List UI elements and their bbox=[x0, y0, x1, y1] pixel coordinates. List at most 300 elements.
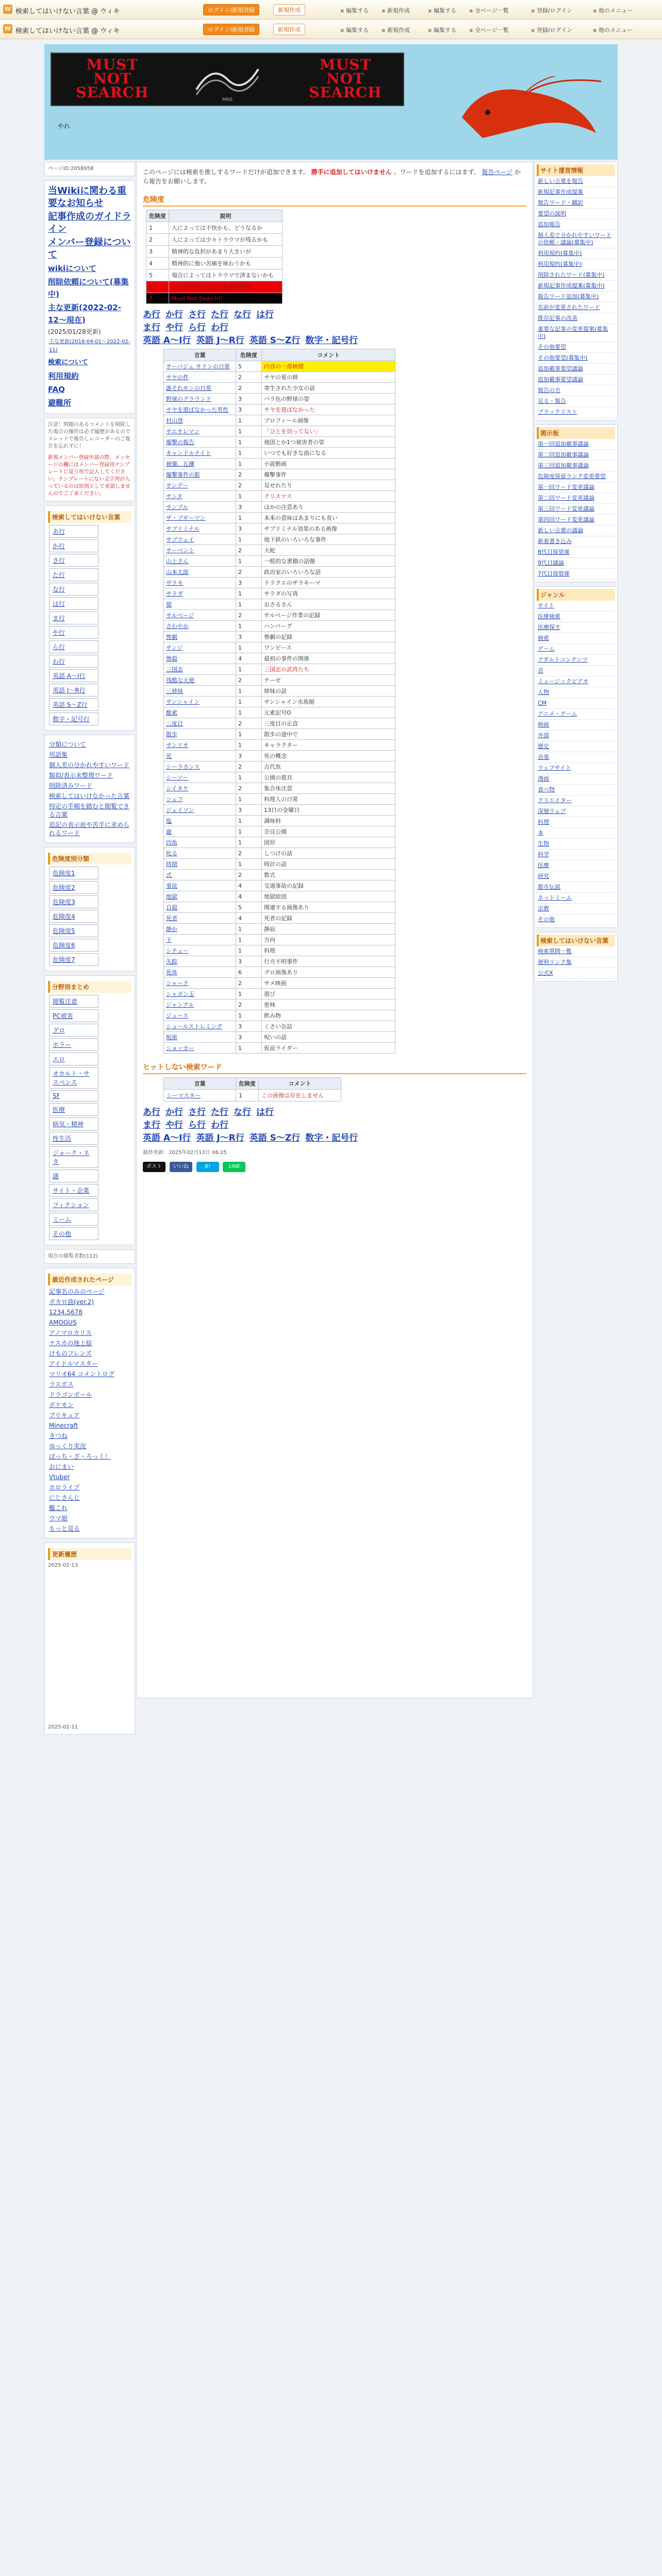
kana-link[interactable]: あ行 bbox=[143, 310, 160, 320]
word-link[interactable]: 惨殺 bbox=[166, 655, 177, 662]
genre-item[interactable]: 性生活 bbox=[49, 1132, 98, 1145]
right-genre-link[interactable]: CM bbox=[537, 698, 615, 709]
genre-item[interactable]: オカルト・サスペンス bbox=[49, 1067, 98, 1089]
site-banner[interactable] bbox=[44, 44, 618, 160]
new-page-link-2[interactable]: ▪ 新規作成 bbox=[382, 26, 410, 34]
board-link[interactable]: 8代目議論 bbox=[537, 558, 615, 569]
word-link[interactable]: 死者 bbox=[166, 915, 177, 922]
kana-link[interactable]: は行 bbox=[256, 310, 274, 320]
right-genre-link[interactable]: 都市伝説 bbox=[537, 882, 615, 893]
right-genre-link[interactable]: 医療検索 bbox=[537, 612, 615, 622]
right-genre-link[interactable]: 音楽 bbox=[537, 752, 615, 763]
word-link[interactable]: サーバジェ サドンの日常 bbox=[166, 363, 230, 370]
x-share-button[interactable]: ポスト bbox=[143, 1162, 166, 1172]
search-tool-link[interactable]: 便利リンク集 bbox=[537, 957, 615, 968]
word-link[interactable]: サンリオ bbox=[166, 742, 189, 749]
search-tool-link[interactable]: 検索質問一覧 bbox=[537, 946, 615, 957]
board-link[interactable]: 7代目保管庫 bbox=[537, 569, 615, 580]
recent-page-link[interactable]: にじさんじ bbox=[49, 1494, 80, 1501]
kana-nav-item[interactable]: な行 bbox=[49, 583, 98, 596]
misc-nav bbox=[44, 735, 135, 843]
site-title[interactable]: 検索してはいけない言葉 @ ウィキ bbox=[15, 8, 120, 15]
recent-page-link[interactable]: アノマロカリス bbox=[49, 1329, 92, 1336]
level-cell: 1 bbox=[236, 816, 262, 826]
recent-page-link[interactable]: 記事名のみのページ bbox=[49, 1288, 105, 1295]
login-button-2[interactable]: ログイン/新規登録 bbox=[203, 24, 259, 35]
site-info-link[interactable]: ブラックリスト bbox=[537, 407, 615, 418]
register-link[interactable]: ▪ 登録/ログイン bbox=[531, 6, 572, 14]
word-link[interactable]: 地獄 bbox=[166, 893, 177, 900]
recent-page-link[interactable]: おにまい bbox=[49, 1463, 74, 1470]
search-about-link[interactable]: 検索について bbox=[48, 359, 88, 366]
word-link[interactable]: サラダ bbox=[166, 590, 183, 597]
word-link[interactable]: 三国志 bbox=[166, 666, 183, 673]
kana-nav-item[interactable]: ま行 bbox=[49, 612, 98, 624]
kana-link[interactable]: か行 bbox=[166, 1107, 183, 1117]
table-row bbox=[164, 383, 395, 394]
word-link[interactable]: 三姉妹 bbox=[166, 688, 183, 694]
table-row bbox=[164, 913, 395, 924]
register-link-2[interactable]: ▪ 登録/ログイン bbox=[531, 26, 572, 34]
recent-page-link[interactable]: きつね bbox=[49, 1432, 68, 1439]
recent-page-link[interactable]: ぼっち・ざ・ろっく！ bbox=[49, 1453, 111, 1460]
wiki-logo-icon[interactable]: W bbox=[3, 5, 12, 14]
word-link[interactable]: サンシャイン bbox=[166, 699, 200, 705]
shelter-link[interactable]: 避難所 bbox=[48, 398, 72, 408]
right-genre-link[interactable]: 科学 bbox=[537, 850, 615, 860]
recent-page-link[interactable]: アイドルマスター bbox=[49, 1360, 98, 1367]
right-genre-link[interactable]: 映画 bbox=[537, 720, 615, 731]
table-row bbox=[164, 729, 395, 740]
sticky-top-bar bbox=[0, 20, 662, 39]
kana-link[interactable]: わ行 bbox=[211, 1120, 228, 1130]
genre-item[interactable]: グロ bbox=[49, 1024, 98, 1037]
recent-page-link[interactable]: ナスカの地上絵 bbox=[49, 1340, 92, 1347]
faq-link[interactable]: FAQ bbox=[48, 385, 65, 394]
board-link[interactable]: 新着書き込み bbox=[537, 536, 615, 547]
kana-nav-item[interactable]: は行 bbox=[49, 597, 98, 610]
site-title-2[interactable]: 検索してはいけない言葉 @ ウィキ bbox=[15, 27, 120, 35]
genre-item[interactable]: 医療 bbox=[49, 1103, 98, 1116]
kana-link[interactable]: な行 bbox=[234, 1107, 251, 1117]
word-link[interactable]: 死体 bbox=[166, 969, 177, 976]
word-link[interactable]: 被爆、瓦礫 bbox=[166, 461, 194, 467]
board-link[interactable]: 第三回追加載事議論 bbox=[537, 461, 615, 471]
kana-link[interactable]: 英語 S～Z行 bbox=[249, 335, 301, 346]
kana-nav-item[interactable]: さ行 bbox=[49, 554, 98, 567]
more-link[interactable]: もっと見る bbox=[49, 1525, 80, 1532]
recent-page-link[interactable]: 艦これ bbox=[49, 1504, 68, 1512]
genre-item[interactable]: SF bbox=[49, 1090, 98, 1101]
word-link[interactable]: シェフ bbox=[166, 796, 183, 803]
table-row bbox=[164, 1010, 395, 1021]
sidebar-nav-link[interactable]: 用語集 bbox=[49, 751, 68, 758]
word-link[interactable]: シーソー bbox=[166, 774, 189, 781]
recent-page-link[interactable]: ドラゴンボール bbox=[49, 1391, 92, 1398]
sidebar-nav-link[interactable]: 削除済みワード bbox=[49, 782, 93, 789]
kana-link[interactable]: 英語 J～R行 bbox=[196, 335, 244, 346]
line-button[interactable]: LINE bbox=[223, 1162, 245, 1172]
right-genre-link[interactable]: 歴史 bbox=[537, 741, 615, 752]
kana-link[interactable]: 英語 S～Z行 bbox=[249, 1133, 301, 1143]
site-info-link[interactable]: 報告ワード・翻訳 bbox=[537, 198, 615, 209]
right-genre-link[interactable]: ウェブサイト bbox=[537, 763, 615, 774]
right-genre-link[interactable]: 検索 bbox=[537, 633, 615, 644]
kana-link[interactable]: わ行 bbox=[211, 323, 228, 333]
word-link[interactable]: 爆撃事件の影 bbox=[166, 471, 200, 478]
wiki-logo-icon-2[interactable]: W bbox=[3, 24, 12, 33]
board-link[interactable]: 第一回ワード変更議論 bbox=[537, 482, 615, 493]
sidebar-nav-link[interactable]: 類似/表示未整理ワード bbox=[49, 772, 113, 779]
main-content bbox=[136, 162, 533, 1698]
site-info-link[interactable]: 報告の方 bbox=[537, 385, 615, 396]
word-link[interactable]: 猿 bbox=[166, 601, 172, 608]
word-link[interactable]: ジュース bbox=[166, 1012, 189, 1019]
word-link[interactable]: サブウェイ bbox=[166, 536, 194, 543]
word-link[interactable]: サヤの件 bbox=[166, 374, 189, 381]
genre-item[interactable]: サイト・企業 bbox=[49, 1184, 98, 1197]
right-genre-link[interactable]: 医療 bbox=[537, 860, 615, 871]
level-cell: 5 bbox=[236, 902, 262, 913]
word-link[interactable]: シイタケ bbox=[166, 785, 189, 792]
word-link[interactable]: 叱る bbox=[166, 850, 177, 857]
kana-link[interactable]: や行 bbox=[166, 323, 183, 333]
word-link[interactable]: ジェイソン bbox=[166, 807, 194, 814]
recent-page-link[interactable]: Vtuber bbox=[49, 1473, 70, 1481]
right-genre-link[interactable]: 人物 bbox=[537, 687, 615, 698]
genre-item[interactable]: PC被害 bbox=[49, 1009, 98, 1022]
board-link[interactable]: 第四回ワード変更議論 bbox=[537, 515, 615, 526]
recent-heading: 最近作成されたページ bbox=[48, 1274, 131, 1285]
word-link[interactable]: 散歩 bbox=[166, 731, 177, 738]
word-link[interactable]: ザラキ bbox=[166, 580, 183, 586]
kana-nav-item[interactable]: 数字・記号行 bbox=[49, 713, 98, 725]
edit-link-3[interactable]: ▪ 編集する bbox=[340, 26, 369, 34]
level-cell: 1 bbox=[236, 556, 262, 567]
kana-link[interactable]: な行 bbox=[234, 310, 251, 320]
shrimp-illustration-icon bbox=[452, 76, 606, 154]
word-link[interactable]: サルベージ bbox=[166, 612, 194, 619]
site-info-link[interactable]: 要望の説明 bbox=[537, 209, 615, 219]
site-info-link[interactable]: 報告ワード追加(募集中) bbox=[537, 292, 615, 302]
kana-nav-item[interactable]: わ行 bbox=[49, 655, 98, 668]
word-link[interactable]: 誰それモンの日常 bbox=[166, 385, 211, 392]
board-link[interactable]: 第一回追加載事議論 bbox=[537, 439, 615, 450]
word-link[interactable]: 残酷な天使 bbox=[166, 677, 194, 684]
recent-page-link[interactable]: けものフレンズ bbox=[49, 1350, 92, 1357]
kana-link[interactable]: は行 bbox=[256, 1107, 274, 1117]
word-link[interactable]: 山本太郎 bbox=[166, 569, 189, 575]
category-item[interactable]: 危険度1 bbox=[49, 867, 98, 879]
site-info-link[interactable]: 重要な記事の変更提案(募集中) bbox=[537, 324, 615, 342]
kana-link[interactable]: た行 bbox=[211, 1107, 228, 1117]
recent-page-link[interactable]: ボカロ曲(ver.2) bbox=[49, 1298, 94, 1306]
word-link[interactable]: 式 bbox=[166, 872, 172, 878]
guideline-link[interactable]: 記事作成のガイドライン bbox=[48, 211, 131, 234]
board-link[interactable]: 第二回ワード変更議論 bbox=[537, 493, 615, 504]
kana-nav-item[interactable]: や行 bbox=[49, 626, 98, 639]
report-page-link[interactable]: 報告ページ bbox=[482, 168, 513, 176]
word-cell bbox=[164, 902, 236, 913]
word-link[interactable]: 死 bbox=[166, 753, 172, 759]
level-cell: 2 bbox=[236, 610, 262, 621]
word-link[interactable]: さわやか bbox=[166, 623, 189, 630]
category-item[interactable]: 危険度4 bbox=[49, 910, 98, 923]
word-link[interactable]: 下 bbox=[166, 937, 172, 943]
genre-item[interactable]: エロ bbox=[49, 1053, 98, 1065]
kana-link[interactable]: ま行 bbox=[143, 1120, 160, 1130]
recent-page-link[interactable]: ゆっくり実況 bbox=[49, 1443, 86, 1450]
old-update-link[interactable]: 主な更新(2018-04-01～2022-02-11) bbox=[49, 339, 130, 353]
table-row bbox=[164, 459, 395, 469]
all-pages-link-2[interactable]: ▪ 全ページ一覧 bbox=[469, 26, 509, 34]
right-genre-link[interactable]: 医療探す bbox=[537, 622, 615, 633]
right-genre-link[interactable]: 漫画 bbox=[537, 774, 615, 785]
kana-nav-item[interactable]: あ行 bbox=[49, 525, 98, 538]
word-link[interactable]: 時間 bbox=[166, 861, 177, 868]
word-link[interactable]: 三度目 bbox=[166, 720, 183, 727]
word-link[interactable]: サンプル bbox=[166, 504, 189, 511]
word-cell bbox=[164, 459, 236, 469]
missing-word[interactable]: シーマスター bbox=[167, 1092, 201, 1099]
recent-page-link[interactable]: ポケモン bbox=[49, 1401, 74, 1409]
board-link[interactable]: 新しい言葉の議論 bbox=[537, 526, 615, 536]
genre-item[interactable]: 病気・精神 bbox=[49, 1117, 98, 1130]
kana-link[interactable]: さ行 bbox=[188, 1107, 206, 1117]
edit-link-4[interactable]: ▪ 編集する bbox=[428, 26, 456, 34]
comment-cell: 公園の遊具 bbox=[262, 772, 395, 783]
right-genre-link[interactable]: 外部 bbox=[537, 731, 615, 741]
category-item[interactable]: 危険度3 bbox=[49, 895, 98, 908]
word-link[interactable]: 野球のグラウンド bbox=[166, 396, 211, 402]
right-genre-link[interactable]: 生物 bbox=[537, 839, 615, 850]
other-menu-link-2[interactable]: ▪ 他のメニュー bbox=[593, 26, 633, 34]
category-item[interactable]: 危険度2 bbox=[49, 881, 98, 894]
edit-link[interactable]: ▪ 編集する bbox=[340, 6, 369, 14]
intro-text-2: 。ワードを追加するにはまず、 bbox=[393, 168, 480, 176]
right-genre-link[interactable]: アダルトコンテンツ bbox=[537, 655, 615, 666]
hatena-button[interactable]: B! bbox=[196, 1162, 219, 1172]
kana-nav bbox=[44, 505, 135, 731]
kana-link[interactable]: ら行 bbox=[188, 323, 206, 333]
word-cell bbox=[164, 437, 236, 448]
site-info-link[interactable]: 追加載事要望議論 bbox=[537, 364, 615, 375]
kana-link[interactable]: 英語 J～R行 bbox=[196, 1133, 244, 1143]
table-row bbox=[164, 567, 395, 578]
word-link[interactable]: 塩 bbox=[166, 818, 172, 824]
sidebar-nav-link[interactable]: 追記の表示前や苦手に求められるワード bbox=[49, 821, 130, 837]
word-link[interactable]: シャボン玉 bbox=[166, 991, 194, 997]
sidebar-nav-link[interactable]: 特定の手順を踏むと閲覧できる言葉 bbox=[49, 803, 130, 818]
kana-nav-item[interactable]: 英語 J～R行 bbox=[49, 684, 98, 697]
recent-page-link[interactable]: プリキュア bbox=[49, 1412, 80, 1419]
recent-page-link[interactable]: マリオ64 コメントログ bbox=[49, 1370, 114, 1378]
genre-item[interactable]: ジョーク・ネタ bbox=[49, 1146, 98, 1168]
kana-nav-item[interactable]: 英語 S～Z行 bbox=[49, 698, 98, 711]
site-info-link[interactable]: その他要望(募集中) bbox=[537, 353, 615, 364]
kana-link[interactable]: 英語 A～I行 bbox=[143, 335, 191, 346]
right-genre-link[interactable]: 食べ物 bbox=[537, 785, 615, 795]
word-link[interactable]: ザ・ブギーマン bbox=[166, 515, 206, 521]
search-tool-link[interactable]: 公式X bbox=[537, 968, 615, 979]
kana-link[interactable]: た行 bbox=[211, 310, 228, 320]
word-link[interactable]: 事故 bbox=[166, 883, 177, 889]
kana-link[interactable]: 数字・記号行 bbox=[305, 1133, 358, 1143]
word-link[interactable]: 呪術 bbox=[166, 1034, 177, 1041]
site-info-link[interactable]: 追加報告 bbox=[537, 219, 615, 230]
word-link[interactable]: 山上さん bbox=[166, 558, 189, 565]
about-wiki-link[interactable]: wikiについて bbox=[48, 264, 96, 273]
site-info-link[interactable]: 利用規約(募集中) bbox=[537, 248, 615, 259]
word-cell bbox=[164, 383, 236, 394]
kana-nav-item[interactable]: か行 bbox=[49, 539, 98, 552]
recent-page-link[interactable]: ホロライブ bbox=[49, 1484, 80, 1491]
member-link[interactable]: メンバー登録について bbox=[48, 237, 131, 260]
word-link[interactable]: サーペント bbox=[166, 547, 194, 554]
level-cell: 2 bbox=[236, 718, 262, 729]
recent-page-link[interactable]: ラスボス bbox=[49, 1381, 74, 1388]
danger-description: Must Not Search!! bbox=[169, 293, 283, 304]
word-link[interactable]: シャーク bbox=[166, 980, 189, 987]
site-info-link[interactable]: 新規記事作成提案(募集中) bbox=[537, 281, 615, 292]
level-cell: 2 bbox=[236, 848, 262, 859]
sidebar-nav-link[interactable]: 検索してはいけなかった言葉 bbox=[49, 792, 130, 800]
site-info-link[interactable]: 追加載事要望議論 bbox=[537, 375, 615, 385]
kana-link[interactable]: か行 bbox=[166, 310, 183, 320]
board-link[interactable]: 第三回ワード変更議論 bbox=[537, 504, 615, 515]
word-link[interactable]: 惨劇 bbox=[166, 634, 177, 640]
word-link[interactable]: サブリミナル bbox=[166, 526, 200, 532]
notice-link[interactable]: 当Wikiに関わる重要なお知らせ bbox=[48, 185, 127, 209]
word-link[interactable]: サンジ bbox=[166, 645, 183, 651]
kana-link[interactable]: 英語 A～I行 bbox=[143, 1133, 191, 1143]
word-link[interactable]: サンタ bbox=[166, 493, 183, 500]
category-item[interactable]: 危険度5 bbox=[49, 924, 98, 937]
right-genre-link[interactable]: サイト bbox=[537, 601, 615, 612]
level-cell: 3 bbox=[236, 578, 262, 588]
right-genre-link[interactable]: 料理 bbox=[537, 817, 615, 828]
word-link[interactable]: 酸素 bbox=[166, 709, 177, 716]
right-genre-link[interactable]: ネットミーム bbox=[537, 893, 615, 904]
kana-link[interactable]: ら行 bbox=[188, 1120, 206, 1130]
board-link[interactable]: 第二回追加載事議論 bbox=[537, 450, 615, 461]
word-link[interactable]: 爆撃の報告 bbox=[166, 439, 194, 446]
kana-link[interactable]: ま行 bbox=[143, 323, 160, 333]
word-link[interactable]: 自殺 bbox=[166, 904, 177, 911]
new-page-link[interactable]: ▪ 新規作成 bbox=[382, 6, 410, 14]
table-row bbox=[164, 880, 395, 891]
word-link[interactable]: ショッカー bbox=[166, 1045, 194, 1052]
genre-item[interactable]: 謎 bbox=[49, 1170, 98, 1182]
word-cell bbox=[164, 740, 236, 751]
right-genre-link[interactable]: ミュージックビデオ bbox=[537, 676, 615, 687]
sidebar-nav-link[interactable]: 分類について bbox=[49, 741, 86, 748]
site-info-link[interactable]: その他要望 bbox=[537, 342, 615, 353]
genre-item[interactable]: ミーム bbox=[49, 1213, 98, 1226]
update-history-link[interactable]: 主な更新(2022-02-12～現在) bbox=[48, 303, 121, 325]
word-link[interactable]: 村山登 bbox=[166, 417, 183, 424]
recent-page-link[interactable]: AMOGUS bbox=[49, 1319, 77, 1326]
word-link[interactable]: 四角 bbox=[166, 839, 177, 846]
sidebar-nav-link[interactable]: 個人差の分かれやすいワード bbox=[49, 761, 130, 769]
create-button-2[interactable]: 新規作成 bbox=[273, 24, 305, 35]
right-genre-link[interactable]: 宗教 bbox=[537, 904, 615, 914]
kana-nav-item[interactable]: 英語 A～I行 bbox=[49, 669, 98, 682]
site-info-link[interactable]: 新しい言葉を報告 bbox=[537, 176, 615, 187]
word-link[interactable]: 静か bbox=[166, 926, 177, 933]
right-genre-link[interactable]: 本 bbox=[537, 828, 615, 839]
kana-link[interactable]: さ行 bbox=[188, 310, 206, 320]
site-info-link[interactable]: 既存記事の改善 bbox=[537, 313, 615, 324]
board-link[interactable]: 危険度保留ランク変更要望 bbox=[537, 471, 615, 482]
all-pages-link[interactable]: ▪ 全ページ一覧 bbox=[469, 6, 509, 14]
level-cell: 4 bbox=[236, 653, 262, 664]
genre-item[interactable]: フィクション bbox=[49, 1198, 98, 1211]
word-link[interactable]: キャンドルナイト bbox=[166, 450, 211, 456]
category-item[interactable]: 危険度6 bbox=[49, 939, 98, 952]
word-link[interactable]: 鹿 bbox=[166, 828, 172, 835]
site-info-link[interactable]: 新規記事作成提案 bbox=[537, 187, 615, 198]
genre-item[interactable]: 閲覧注意 bbox=[49, 995, 98, 1008]
right-genre-link[interactable]: ゲーム bbox=[537, 644, 615, 655]
kana-link[interactable]: や行 bbox=[166, 1120, 183, 1130]
other-menu-link[interactable]: ▪ 他のメニュー bbox=[593, 6, 633, 14]
site-info-link[interactable]: 名前が変更されたワード bbox=[537, 302, 615, 313]
right-genre-link[interactable]: 音 bbox=[537, 666, 615, 676]
comment-cell: 方向 bbox=[262, 935, 395, 945]
kana-link[interactable]: あ行 bbox=[143, 1107, 160, 1117]
right-genre-link[interactable]: アニメ・ゲーム bbox=[537, 709, 615, 720]
recent-page-link[interactable]: Minecraft bbox=[49, 1422, 78, 1429]
word-link[interactable]: シュールストレミング bbox=[166, 1023, 223, 1030]
word-link[interactable]: サヤを遊ばなかった男性 bbox=[166, 406, 228, 413]
genre-item[interactable]: その他 bbox=[49, 1227, 98, 1240]
table-row bbox=[164, 794, 395, 805]
site-info-link[interactable]: 利用規約(募集中) bbox=[537, 259, 615, 270]
right-genre-link[interactable]: 研究 bbox=[537, 871, 615, 882]
recent-page-link[interactable]: 1234.5678 bbox=[49, 1309, 82, 1316]
site-info-link[interactable]: 個人差で分かれやすいワードの依頼・議論(募集中) bbox=[537, 230, 615, 248]
terms-link[interactable]: 利用規約 bbox=[48, 371, 79, 381]
word-link[interactable]: サエサレマン bbox=[166, 428, 200, 435]
right-genre-link[interactable]: その他 bbox=[537, 914, 615, 925]
word-link[interactable]: ジャングル bbox=[166, 1002, 194, 1008]
category-item[interactable]: 危険度7 bbox=[49, 953, 98, 966]
kana-nav-item[interactable]: た行 bbox=[49, 568, 98, 581]
right-genre-link[interactable]: クリエイター bbox=[537, 795, 615, 806]
word-link[interactable]: シチュー bbox=[166, 947, 189, 954]
kana-link[interactable]: 数字・記号行 bbox=[305, 335, 358, 346]
table-row bbox=[164, 783, 395, 794]
kana-nav-item[interactable]: ら行 bbox=[49, 640, 98, 653]
deletion-request-link[interactable]: 削除依頼について(募集中) bbox=[48, 277, 129, 299]
board-link[interactable]: 8代目保管庫 bbox=[537, 547, 615, 558]
edit-link-2[interactable]: ▪ 編集する bbox=[428, 6, 456, 14]
table-row bbox=[164, 545, 395, 556]
login-button[interactable]: ログイン/新規登録 bbox=[203, 4, 259, 15]
word-link[interactable]: サンデー bbox=[166, 482, 189, 489]
word-link[interactable]: シーラカンス bbox=[166, 764, 200, 770]
site-info-link[interactable]: 削除されたワード(募集中) bbox=[537, 270, 615, 281]
recent-page-link[interactable]: ウマ娘 bbox=[49, 1515, 68, 1522]
level-cell: 1 bbox=[236, 415, 262, 426]
genre-item[interactable]: ホラー bbox=[49, 1038, 98, 1051]
create-button[interactable]: 新規作成 bbox=[273, 4, 305, 15]
word-link[interactable]: 失踪 bbox=[166, 958, 177, 965]
right-genre-link[interactable]: 深層ウェブ bbox=[537, 806, 615, 817]
site-info-link[interactable]: 見る・報告 bbox=[537, 396, 615, 407]
like-button[interactable]: いいね bbox=[170, 1162, 192, 1172]
